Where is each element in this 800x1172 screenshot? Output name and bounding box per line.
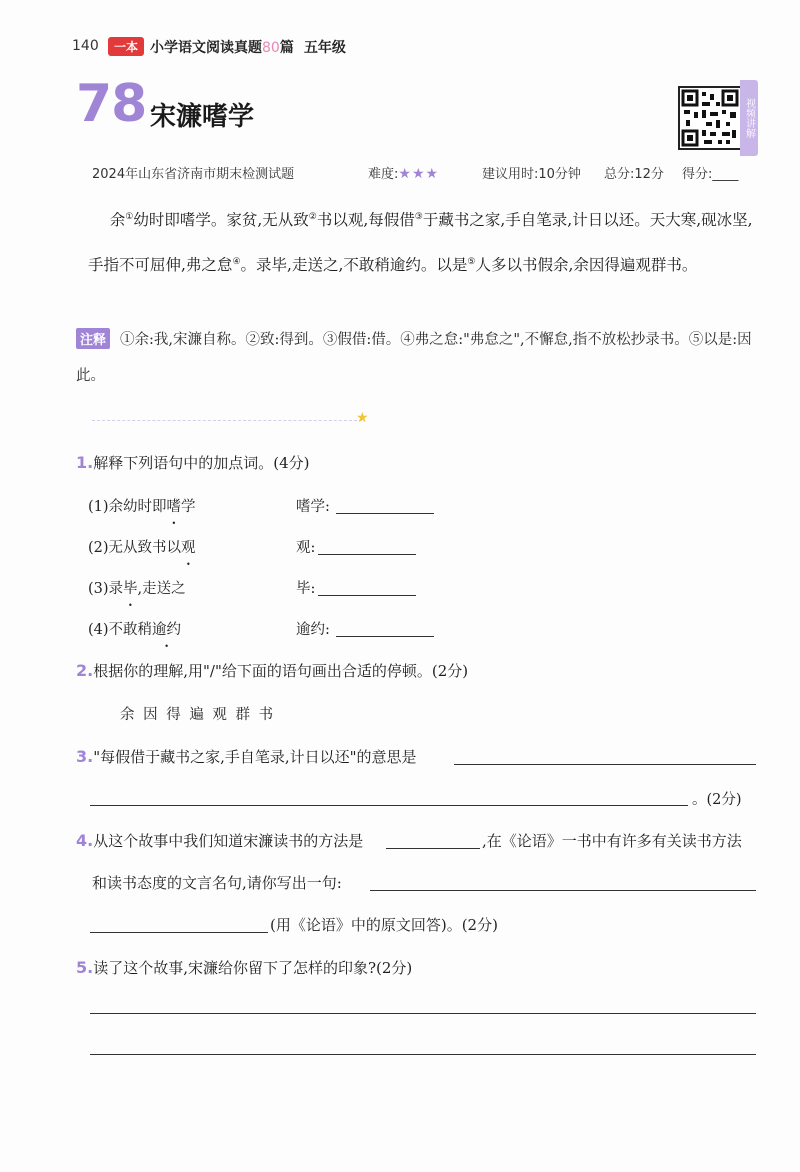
- q4-text-4: (用《论语》中的原文回答)。(2分): [270, 916, 498, 934]
- dotted-word: 逾约: [152, 622, 182, 638]
- q4-text-3: 和读书态度的文言名句,请你写出一句:: [92, 874, 342, 892]
- difficulty: [368, 163, 439, 182]
- passage-seg: 人多以书假余,余因得遍观群书。: [475, 256, 698, 275]
- question-text: 根据你的理解,用"/"给下面的语句画出合适的停顿。(2分): [93, 662, 469, 680]
- passage-seg: 于藏书之家,手自笔录,计日以还。天大寒,砚冰坚,手指不可屈伸,弗之怠: [88, 211, 753, 275]
- question-text: 解释下列语句中的加点词。(4分): [93, 454, 310, 472]
- qr-pattern: [680, 88, 740, 148]
- star-icon: ★: [356, 410, 369, 426]
- answer-blank[interactable]: [386, 848, 480, 849]
- notes-text: ①余:我,宋濂自称。②致:得到。③假借:借。④弗之怠:"弗怠之",不懈怠,指不放松抄录书。⑤以是:因此。: [76, 332, 752, 384]
- item-text: (3)录: [88, 581, 124, 597]
- question-number: 5.: [76, 958, 94, 977]
- brand-badge: 一本: [108, 37, 144, 56]
- answer-blank[interactable]: [336, 513, 434, 514]
- footnote-ref: ③: [414, 212, 423, 222]
- item-text: ,走送之: [137, 581, 186, 597]
- q4-text-2: ,在《论语》一书中有许多有关读书方法: [482, 832, 742, 850]
- question-1: [76, 452, 309, 473]
- series-count: 80: [262, 40, 280, 56]
- qr-code-icon[interactable]: [678, 86, 742, 150]
- q1-item-4: [88, 618, 181, 639]
- question-number: 1.: [76, 453, 94, 472]
- question-text: "每假借于藏书之家,手自笔录,计日以还"的意思是: [93, 748, 417, 766]
- exam-source: 2024年山东省济南市期末检测试题: [92, 167, 295, 182]
- footnote-ref: ②: [308, 212, 317, 222]
- section-divider: [92, 420, 362, 421]
- q1-label-3: 毕:: [296, 581, 316, 597]
- footnote-ref: ④: [232, 257, 241, 268]
- footnote-ref: ①: [125, 212, 134, 222]
- question-number: 2.: [76, 661, 94, 680]
- answer-blank[interactable]: [454, 764, 756, 765]
- q2-sentence[interactable]: 余 因 得 遍 观 群 书: [120, 707, 276, 723]
- answer-blank[interactable]: [318, 595, 416, 596]
- item-text: 学: [181, 499, 196, 515]
- answer-blank[interactable]: [90, 1013, 756, 1014]
- qr-side-label: 视频讲解: [740, 80, 758, 156]
- question-number: 4.: [76, 831, 94, 850]
- q1-item-2: [88, 536, 196, 557]
- q1-label-1: 嗜学:: [296, 499, 330, 515]
- item-text: (2)无从致书以: [88, 540, 182, 556]
- q3-points: 。(2分): [692, 792, 742, 808]
- item-text: (4)不敢稍: [88, 622, 153, 638]
- grade-label: 五年级: [303, 40, 346, 56]
- notes-tag: 注释: [76, 328, 110, 349]
- lesson-number: 78: [76, 74, 147, 134]
- question-3: [76, 746, 417, 767]
- difficulty-stars-icon: ★★★: [398, 166, 440, 182]
- series-suffix: 篇: [279, 40, 294, 56]
- q1-item-3: [88, 577, 186, 598]
- suggested-time: 建议用时:10分钟: [482, 167, 581, 182]
- dotted-word: 嗜: [166, 499, 182, 515]
- passage-text: [88, 196, 760, 286]
- q1-label-4: 逾约:: [296, 622, 330, 638]
- series-title: [150, 37, 346, 57]
- dotted-word: 毕: [123, 581, 138, 597]
- item-text: (1)余幼时即: [88, 499, 167, 515]
- page-number: 140: [72, 38, 99, 54]
- question-text: 从这个故事中我们知道宋濂读书的方法是: [93, 832, 364, 850]
- footnote-ref: ⑤: [467, 257, 476, 268]
- passage-seg: 书以观,每假借: [316, 211, 415, 230]
- answer-blank[interactable]: [90, 932, 268, 933]
- answer-blank[interactable]: [318, 554, 416, 555]
- question-4: [76, 830, 363, 851]
- question-5: [76, 957, 412, 978]
- answer-blank[interactable]: [90, 805, 688, 806]
- question-2: [76, 660, 468, 681]
- q1-item-1: [88, 495, 196, 516]
- answer-blank[interactable]: [90, 1054, 756, 1055]
- lesson-title: 宋濂嗜学: [150, 102, 255, 132]
- q1-label-2: 观:: [296, 540, 316, 556]
- series-prefix: 小学语文阅读真题: [150, 40, 262, 56]
- dotted-word: 观: [181, 540, 196, 556]
- difficulty-label: 难度:: [368, 167, 399, 182]
- score-field[interactable]: 得分:____: [682, 167, 739, 182]
- total-score: 总分:12分: [604, 167, 664, 182]
- answer-blank[interactable]: [370, 890, 756, 891]
- question-text: 读了这个故事,宋濂给你留下了怎样的印象?(2分): [93, 959, 413, 977]
- answer-blank[interactable]: [336, 636, 434, 637]
- question-number: 3.: [76, 747, 94, 766]
- passage-seg: 。录毕,走送之,不敢稍逾约。以是: [240, 256, 468, 275]
- passage-seg: 幼时即嗜学。家贫,无从致: [133, 211, 309, 230]
- passage-seg: 余: [109, 211, 126, 230]
